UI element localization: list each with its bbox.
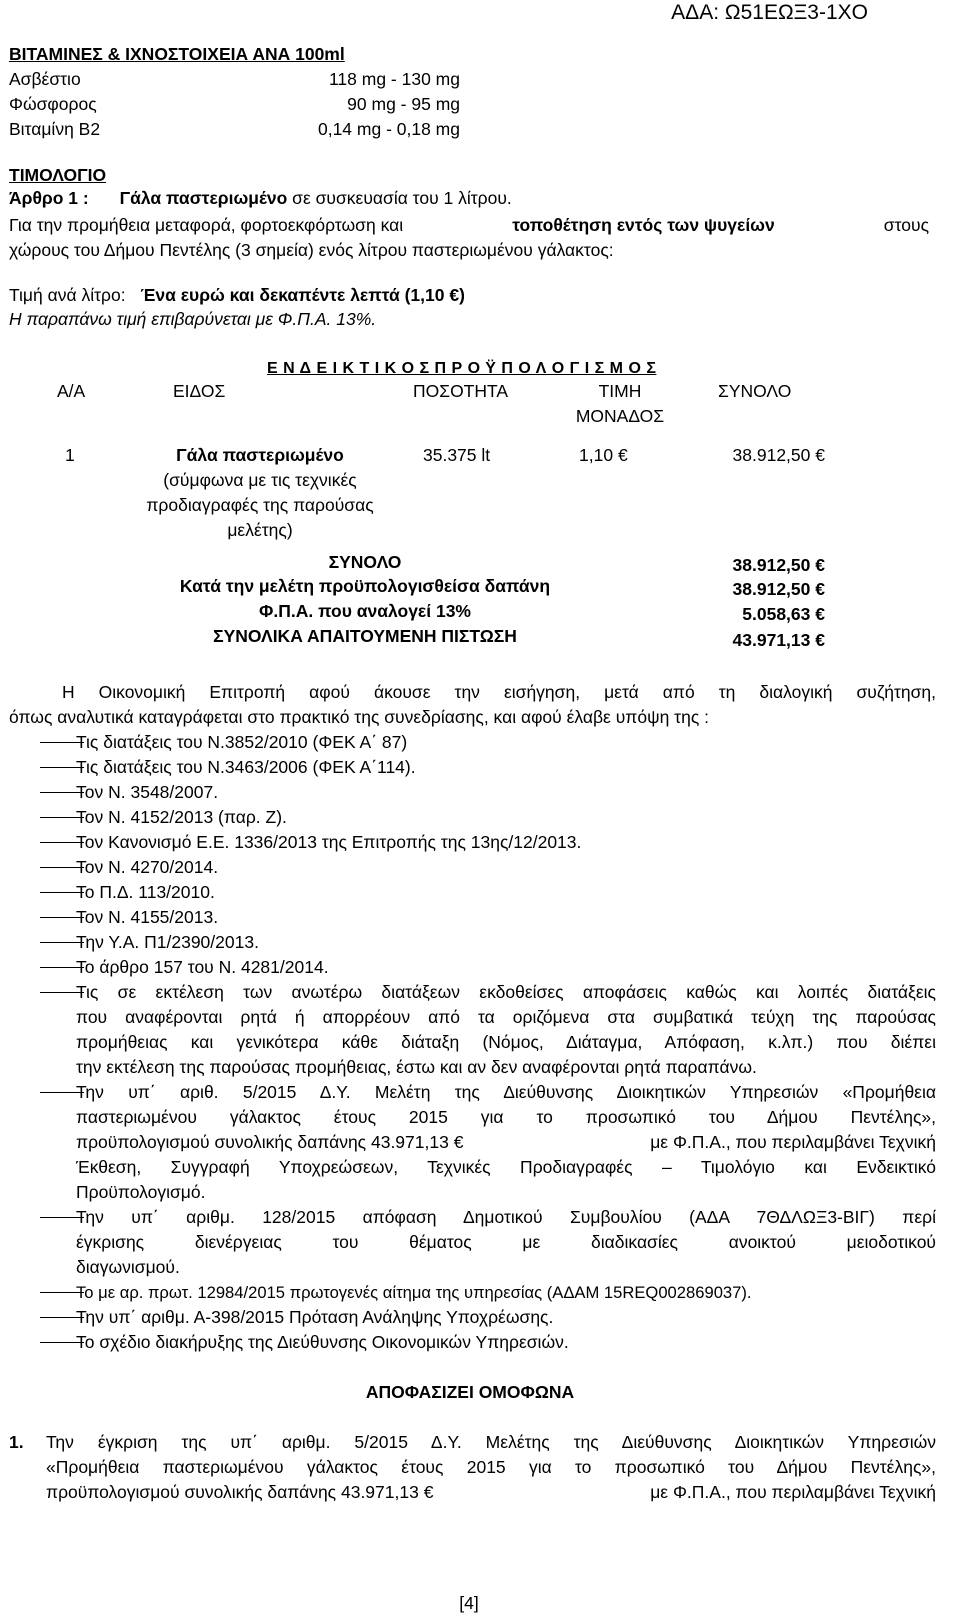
decision-line [46,1480,936,1505]
euro-icon [815,445,825,465]
study-budget-rest: με Φ.Π.Α., που περιλαμβάνει Τεχνική [650,1132,936,1152]
pricing-title: ΤΙΜΟΛΟΓΙΟ [9,165,107,185]
law-item: Τον Ν. 4152/2013 (παρ. Ζ). [76,807,287,827]
col-qty: ΠΟΣΟΤΗΤΑ [413,381,509,401]
article-item: Γάλα παστεριωμένο [119,188,288,208]
summary-value: 38.912,50 € [733,577,825,602]
law-item: Την Υ.Α. Π1/2390/2013. [76,932,259,952]
summary-label: Φ.Π.Α. που αναλογεί 13% [259,601,471,621]
row-total: 38.912,50 € [733,443,825,468]
article-label: Άρθρο 1 : [9,188,89,208]
page-number: [4] [459,1593,479,1613]
pricing-description-2: χώρους του Δήμου Πεντέλης (3 σημεία) ενός λίτρου παστεριωμένου γάλακτος: [9,240,614,260]
budget-title: Ε Ν Δ Ε Ι Κ Τ Ι Κ Ο Σ Π Ρ Ο Ϋ Π Ο Λ Ο Γ Ι Σ Μ Ο Σ [267,360,657,377]
decision-line: Την έγκριση της υπ΄ αριθμ. 5/2015 Δ.Υ. Μελέτης της Διεύθυνσης Διοικητικών Υπηρεσιών [46,1432,936,1452]
ada-code: ΑΔΑ: Ω51ΕΩΞ3-1ΧΟ [671,1,868,24]
pricing-description-1 [9,213,929,238]
decision-budget-rest: με Φ.Π.Α., που περιλαμβάνει Τεχνική [650,1482,936,1502]
decisions-line: την εκτέλεση της παρούσας προμήθειας, έστω και αν δεν αναφέρονται ρητά παραπάνω. [76,1057,757,1077]
law-item: Τις διατάξεις του Ν.3463/2006 (ΦΕΚ Α΄114). [76,757,416,777]
col-total: ΣΥΝΟΛΟ [718,381,792,401]
decision-title: ΑΠΟΦΑΣΙΖΕΙ ΟΜΟΦΩΝΑ [365,1382,575,1402]
summary-label: ΣΥΝΟΛΙΚΑ ΑΠΑΙΤΟΥΜΕΝΗ ΠΙΣΤΩΣΗ [213,626,517,646]
unit-price-text: Ένα ευρώ και δεκαπέντε λεπτά (1,10 € ) [140,285,464,305]
plan-item: Το σχέδιο διακήρυξης της Διεύθυνσης Οικονομικών Υπηρεσιών. [76,1332,569,1352]
euro-icon [618,445,628,465]
law-item: Τον Ν. 3548/2007. [76,782,219,802]
decision-budget: προϋπολογισμού συνολικής δαπάνης 43.971,13 € [46,1480,433,1505]
proposal-item: Την υπ΄ αριθμ. Α-398/2015 Πρόταση Ανάληψης Υποχρέωσης. [76,1307,554,1327]
summary-value: 38.912,50 € [733,553,825,578]
law-item: Τις διατάξεις του Ν.3852/2010 (ΦΕΚ Α΄ 87) [76,732,408,752]
vitamin-name: Βιταμίνη Β2 [9,119,101,139]
col-item: ΕΙΔΟΣ [173,381,226,401]
study-line: παστεριωμένου γάλακτος έτους 2015 για το προσωπικό του Δήμου Πεντέλης», [76,1107,936,1127]
summary-value: 5.058,63 € [742,602,825,627]
intro-line-1: Η Οικονομική Επιτροπή αφού άκουσε την εισήγηση, μετά από τη διαλογική συζήτηση, [62,682,936,702]
euro-icon [424,1482,434,1502]
law-item: Τον Κανονισμό Ε.Ε. 1336/2013 της Επιτροπής της 13ης/12/2013. [76,832,582,852]
study-line: Έκθεση, Συγγραφή Υποχρεώσεων, Τεχνικές Προδιαγραφές – Τιμολόγιο και Ενδεικτικό [76,1157,936,1177]
law-item: Το Π.Δ. 113/2010. [76,882,215,902]
vitamins-title: ΒΙΤΑΜΙΝΕΣ & ΙΧΝΟΣΤΟΙΧΕΙΑ ΑΝΑ 100ml [9,44,345,64]
euro-icon [815,604,825,624]
row-item: Γάλα παστεριωμένο (σύμφωνα με τις τεχνικές προδιαγραφές της παρούσας μελέτης) [146,445,374,540]
law-item: Τον Ν. 4155/2013. [76,907,219,927]
row-aa: 1 [65,445,75,465]
euro-icon [449,285,459,305]
council-line: διαγωνισμού. [76,1257,180,1277]
intro-line-2: όπως αναλυτικά καταγράφεται στο πρακτικό της συνεδρίασης, και αφού έλαβε υπόψη της : [9,707,709,727]
article-rest: σε συσκευασία του 1 λίτρου. [287,188,512,208]
study-line [76,1130,936,1155]
euro-icon [815,579,825,599]
council-line: έγκρισης διενέργειας του θέματος με διαδικασίες ανοικτού μειοδοτικού [76,1232,936,1252]
decisions-line: προμήθειας και γενικότερα κάθε διάταξη (Νόμος, Διάταγμα, Απόφαση, κ.λπ.) που διέπει [76,1032,936,1052]
council-line: Την υπ΄ αριθμ. 128/2015 απόφαση Δημοτικού Συμβουλίου (ΑΔΑ 7ΘΔΛΩΞ3-ΒΙΓ) περί [76,1207,936,1227]
law-item: Το άρθρο 157 του Ν. 4281/2014. [76,957,329,977]
desc-part-a: Για την προμήθεια μεταφορά, φορτοεκφόρτωση και [9,215,404,235]
study-line: Την υπ΄ αριθ. 5/2015 Δ.Υ. Μελέτη της Διεύθυνσης Διοικητικών Υπηρεσιών «Προμήθεια [76,1082,936,1102]
summary-label: Κατά την μελέτη προϋπολογισθείσα δαπάνη [179,576,551,596]
decision-line: «Προμήθεια παστεριωμένου γάλακτος έτους 2015 για το προσωπικό του Δήμου Πεντέλης», [46,1457,936,1477]
col-unit-price: ΤΙΜΗ ΜΟΝΑΔΟΣ [575,381,665,426]
unit-price-line [9,283,465,308]
desc-part-c: στους [883,215,929,235]
vitamin-name: Ασβέστιο [9,69,81,89]
law-item: Τον Ν. 4270/2014. [76,857,219,877]
vitamin-value: 90 mg - 95 mg [347,94,460,114]
vat-note: Η παραπάνω τιμή επιβαρύνεται με Φ.Π.Α. 13%. [9,309,377,329]
decisions-line: Τις σε εκτέλεση των ανωτέρω διατάξεων εκδοθείσες αποφάσεις καθώς και λοιπές διατάξεις [76,982,936,1002]
vitamin-value: 118 mg - 130 mg [329,69,460,89]
row-qty: 35.375 lt [423,445,491,465]
vitamin-value: 0,14 mg - 0,18 mg [317,119,460,139]
study-budget: προϋπολογισμού συνολικής δαπάνης 43.971,13 € [76,1130,463,1155]
desc-part-b: τοποθέτηση εντός των ψυγείων [512,215,775,235]
vitamin-name: Φώσφορος [9,94,97,114]
euro-icon [815,555,825,575]
article-line [9,186,512,211]
study-line: Προϋπολογισμό. [76,1182,206,1202]
col-aa: Α/Α [57,381,86,401]
summary-label: ΣΥΝΟΛΟ [328,552,402,572]
summary-value: 43.971,13 € [733,628,825,653]
euro-icon [815,630,825,650]
decisions-line: που αναφέρονται ρητά ή απορρέουν από τα οριζόμενα στα συμβατικά τεύχη της παρούσας [76,1007,936,1027]
decision-number: 1. [9,1432,24,1452]
euro-icon [454,1132,464,1152]
row-unit-price: 1,10 € [579,443,628,468]
unit-price-label: Τιμή ανά λίτρο: [9,285,126,305]
request-item: Το με αρ. πρωτ. 12984/2015 πρωτογενές αίτημα της υπηρεσίας (ΑΔΑΜ 15REQ002869037). [76,1283,752,1302]
